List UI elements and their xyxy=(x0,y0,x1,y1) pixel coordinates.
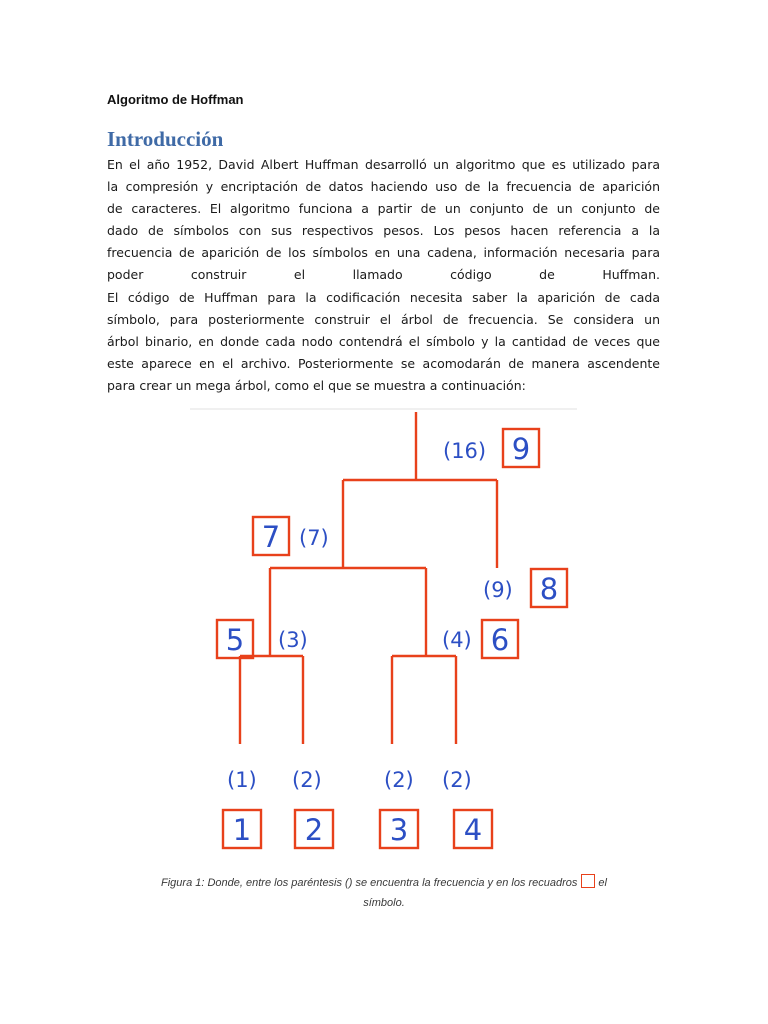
symbol-label-leaf-2a: 2 xyxy=(304,813,324,847)
text-line: frecuencia de aparición de los símbolos en una cadena, información necesaria para xyxy=(107,245,660,261)
text-line: poder construir el llamado código de Huffman. xyxy=(107,267,660,283)
symbol-label-root: 9 xyxy=(511,432,531,466)
figure-caption xyxy=(120,873,648,913)
symbol-label-node-7: 7 xyxy=(261,520,281,554)
frequency-label-node-7: (7) xyxy=(299,526,329,550)
text-line: este aparece en el archivo. Posteriormente se acomodarán de manera ascendente xyxy=(107,356,660,372)
text-line: árbol binario, en donde cada nodo contendrá el símbolo y la cantidad de veces que xyxy=(107,334,660,350)
frequency-label-root: (16) xyxy=(443,439,487,463)
document-title: Algoritmo de Hoffman xyxy=(107,92,244,107)
caption-text-2: el xyxy=(598,877,607,889)
text-line: El código de Huffman para la codificación necesita saber la aparición de cada xyxy=(107,290,660,305)
paragraph-intro-1 xyxy=(107,154,660,287)
frequency-label-node-3: (3) xyxy=(278,628,308,652)
text-line: la compresión y encriptación de datos haciendo uso de la frecuencia de aparición xyxy=(107,179,660,195)
symbol-label-leaf-2c: 4 xyxy=(463,813,483,847)
frequency-label-leaf-2c: (2) xyxy=(442,768,472,792)
caption-box-icon xyxy=(581,874,595,888)
text-line: símbolo, para posteriormente construir el árbol de frecuencia. Se considera un xyxy=(107,312,660,328)
symbol-label-leaf-2b: 3 xyxy=(389,813,409,847)
huffman-tree-figure xyxy=(190,405,580,865)
symbol-label-node-9: 8 xyxy=(539,572,559,606)
paragraph-intro-2 xyxy=(107,287,660,397)
frequency-label-leaf-1: (1) xyxy=(227,768,257,792)
symbol-label-node-4: 6 xyxy=(490,623,510,657)
text-line: En el año 1952, David Albert Huffman desarrolló un algoritmo que es utilizado para xyxy=(107,157,660,172)
frequency-label-node-9: (9) xyxy=(483,578,513,602)
text-line: dado de símbolos con sus respectivos pesos. Los pesos hacen referencia a la xyxy=(107,223,660,239)
text-line: de caracteres. El algoritmo funciona a partir de un conjunto de un conjunto de xyxy=(107,201,660,217)
section-heading: Introducción xyxy=(107,127,224,151)
symbol-label-node-3: 5 xyxy=(225,623,245,657)
caption-text-1: Figura 1: Donde, entre los paréntesis () se encuentra la frecuencia y en los recuadros xyxy=(161,877,578,889)
frequency-label-leaf-2b: (2) xyxy=(384,768,414,792)
symbol-label-leaf-1: 1 xyxy=(232,813,252,847)
text-line: para crear un mega árbol, como el que se muestra a continuación: xyxy=(107,378,526,394)
frequency-label-leaf-2a: (2) xyxy=(292,768,322,792)
frequency-label-node-4: (4) xyxy=(442,628,472,652)
caption-text-3: símbolo. xyxy=(363,897,405,909)
